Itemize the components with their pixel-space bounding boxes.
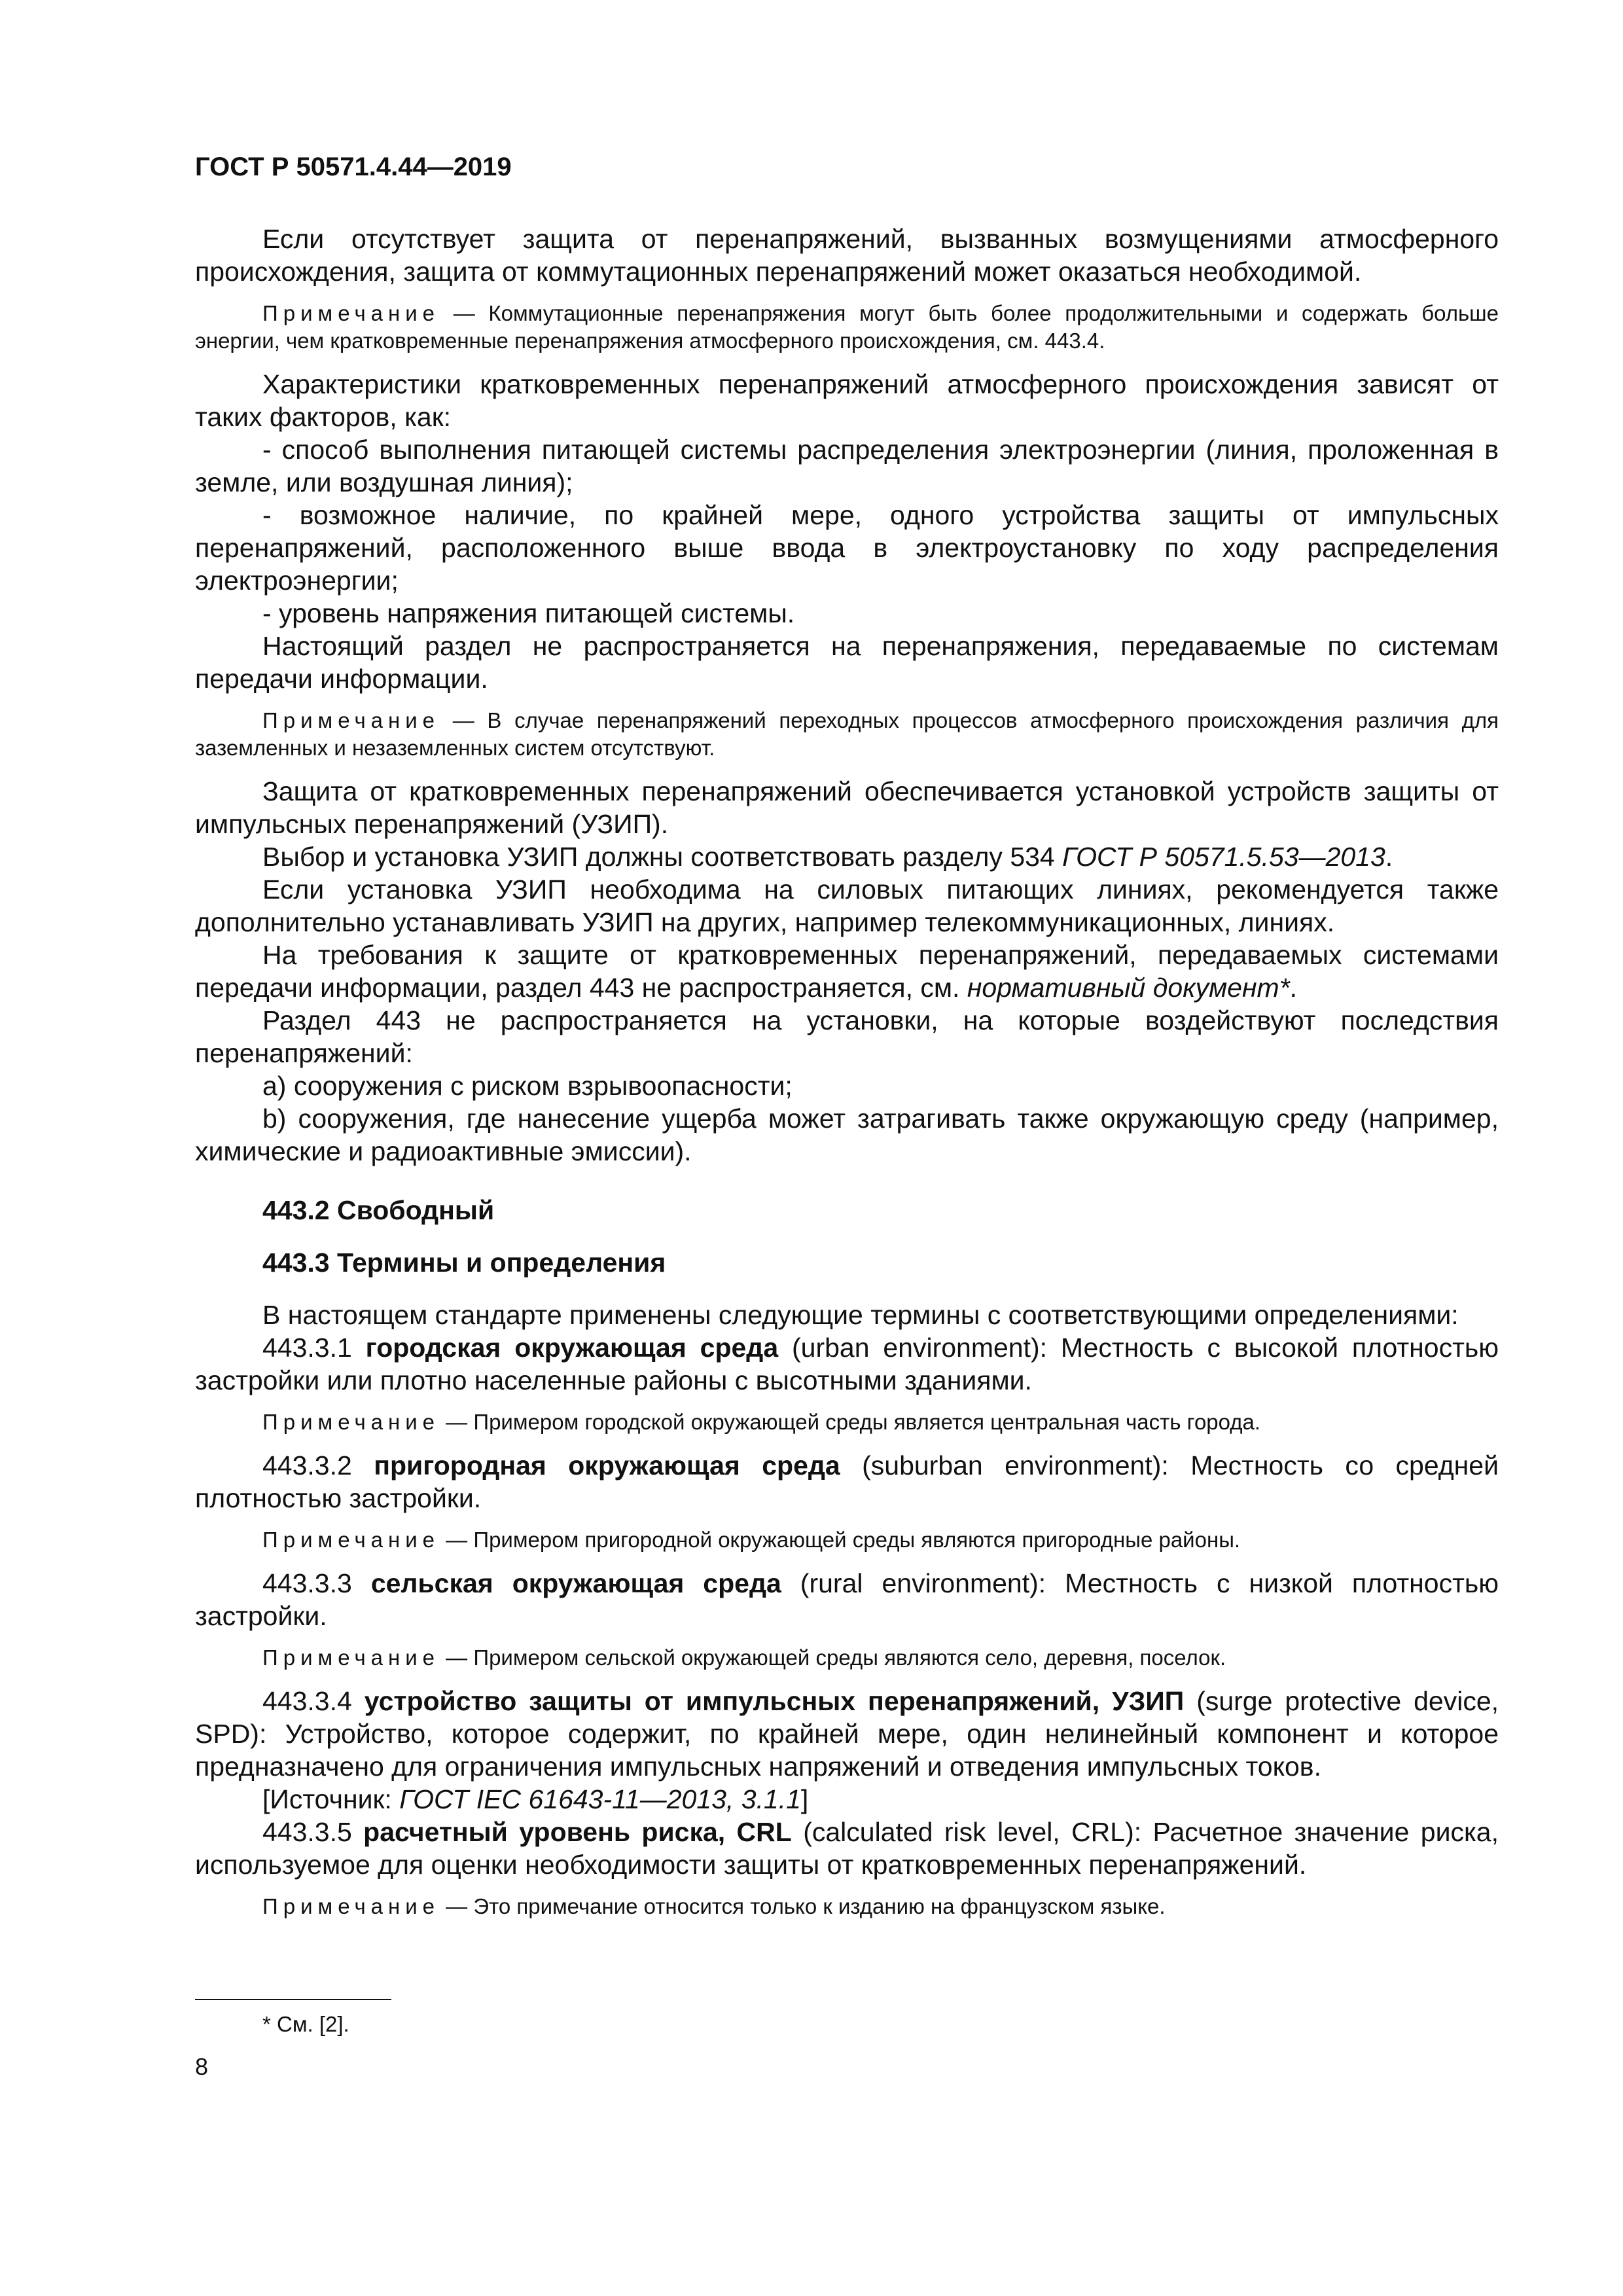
footnote: * См. [2]. (262, 2012, 349, 2036)
term: устройство защиты от импульсных перенапряжений, УЗИП (364, 1686, 1185, 1716)
term-definition: 443.3.2 пригородная окружающая среда (suburban environment): Местность со средней плотностью застройки. (195, 1450, 1499, 1513)
note-label: Примечание (262, 1410, 440, 1434)
paragraph: Если установка УЗИП необходима на силовых питающих линиях, рекомендуется также дополнительно устанавливать УЗИП на других, например телекоммуникационных, линиях. (195, 874, 1499, 937)
note-label: Примечание (262, 708, 440, 732)
term-definition: 443.3.1 городская окружающая среда (urban environment): Местность с высокой плотностью застройки или плотно населенные районы с высотными зданиями. (195, 1333, 1499, 1395)
term: сельская окружающая среда (370, 1568, 781, 1598)
term: расчетный уровень риска, CRL (363, 1817, 792, 1847)
note-label: Примечание (262, 1894, 440, 1918)
note: Примечание — Примером сельской окружающей среды являются село, деревня, поселок. (262, 1645, 1226, 1670)
note: Примечание — Это примечание относится только к изданию на французском языке. (262, 1894, 1166, 1918)
paragraph: Настоящий раздел не распространяется на перенапряжения, передаваемые по системам передачи информации. (195, 631, 1499, 694)
note-text: Примером городской окружающей среды является центральная часть города. (473, 1410, 1261, 1434)
document-page (195, 151, 1499, 1933)
list-item: - возможное наличие, по крайней мере, одного устройства защиты от импульсных перенапряжений, расположенного выше ввода в электроустановку по ходу распределения электроэнергии; (195, 500, 1499, 596)
note: Примечание — Примером городской окружающей среды является центральная часть города. (262, 1410, 1261, 1434)
normative-reference: нормативный документ* (967, 973, 1290, 1003)
paragraph: Выбор и установка УЗИП должны соответствовать разделу 534 ГОСТ Р 50571.5.53—2013. (262, 842, 1393, 872)
note-text: Это примечание относится только к изданию на французском языке. (473, 1894, 1166, 1918)
paragraph: Характеристики кратковременных перенапряжений атмосферного происхождения зависят от таких факторов, как: (195, 369, 1499, 432)
note: Примечание — Примером пригородной окружающей среды являются пригородные районы. (262, 1528, 1241, 1552)
note-label: Примечание (262, 1645, 440, 1670)
source-citation: [Источник: ГОСТ IEC 61643-11—2013, 3.1.1] (262, 1784, 809, 1814)
note: Примечание — Коммутационные перенапряжения могут быть более продолжительными и содержать больше энергии, чем кратковременные перенапряжения атмосферного происхождения, см. 443.4. (195, 301, 1499, 353)
term: городская окружающая среда (365, 1333, 779, 1363)
section-heading: 443.3 Термины и определения (262, 1247, 666, 1278)
section-heading: 443.2 Свободный (262, 1195, 495, 1225)
paragraph: На требования к защите от кратковременных перенапряжений, передаваемых системами передачи информации, раздел 443 не распространяется, см. нормативный документ*. (195, 940, 1499, 1003)
note-text: Примером пригородной окружающей среды являются пригородные районы. (473, 1528, 1241, 1552)
standard-reference: ГОСТ Р 50571.5.53—2013 (1062, 842, 1385, 872)
footnote-divider (195, 1999, 391, 2000)
term-definition: 443.3.3 сельская окружающая среда (rural environment): Местность с низкой плотностью застройки. (195, 1568, 1499, 1631)
paragraph: Защита от кратковременных перенапряжений обеспечивается установкой устройств защиты от импульсных перенапряжений (УЗИП). (195, 776, 1499, 839)
note-label: Примечание (262, 301, 440, 325)
paragraph: Раздел 443 не распространяется на установки, на которые воздействуют последствия перенапряжений: (195, 1005, 1499, 1068)
note-text: Примером сельской окружающей среды являются село, деревня, поселок. (473, 1645, 1226, 1670)
term: пригородная окружающая среда (374, 1450, 840, 1480)
paragraph: В настоящем стандарте применены следующие термины с соответствующими определениями: (262, 1300, 1459, 1330)
source-reference: ГОСТ IEC 61643-11—2013, 3.1.1 (399, 1784, 801, 1814)
term-definition: 443.3.4 устройство защиты от импульсных перенапряжений, УЗИП (surge protective device, SPD): Устройство, которое содержит, по крайней мере, один нелинейный компонент и которое предназначено для ограничения импульсных напряжений и отведения импульсных токов. (195, 1686, 1499, 1782)
paragraph: Если отсутствует защита от перенапряжений, вызванных возмущениями атмосферного происхождения, защита от коммутационных перенапряжений может оказаться необходимой. (195, 224, 1499, 287)
page-number: 8 (195, 2053, 209, 2080)
list-item: - уровень напряжения питающей системы. (262, 598, 795, 628)
note-text: Коммутационные перенапряжения могут быть более продолжительными и содержать больше энергии, чем кратковременные перенапряжения атмосферного происхождения, см. 443.4. (195, 301, 1499, 353)
document-header: ГОСТ Р 50571.4.44—2019 (195, 152, 512, 181)
note-label: Примечание (262, 1528, 440, 1552)
note: Примечание — В случае перенапряжений переходных процессов атмосферного происхождения различия для заземленных и незаземленных систем отсутствуют. (195, 708, 1499, 760)
list-item: - способ выполнения питающей системы распределения электроэнергии (линия, проложенная в земле, или воздушная линия); (195, 435, 1499, 497)
list-item: a) сооружения с риском взрывоопасности; (262, 1071, 793, 1101)
list-item: b) сооружения, где нанесение ущерба может затрагивать также окружающую среду (например, химические и радиоактивные эмиссии). (195, 1103, 1499, 1166)
term-definition: 443.3.5 расчетный уровень риска, CRL (calculated risk level, CRL): Расчетное значение риска, используемое для оценки необходимости защиты от кратковременных перенапряжений. (195, 1817, 1499, 1880)
note-text: В случае перенапряжений переходных процессов атмосферного происхождения различия для заземленных и незаземленных систем отсутствуют. (195, 708, 1499, 760)
